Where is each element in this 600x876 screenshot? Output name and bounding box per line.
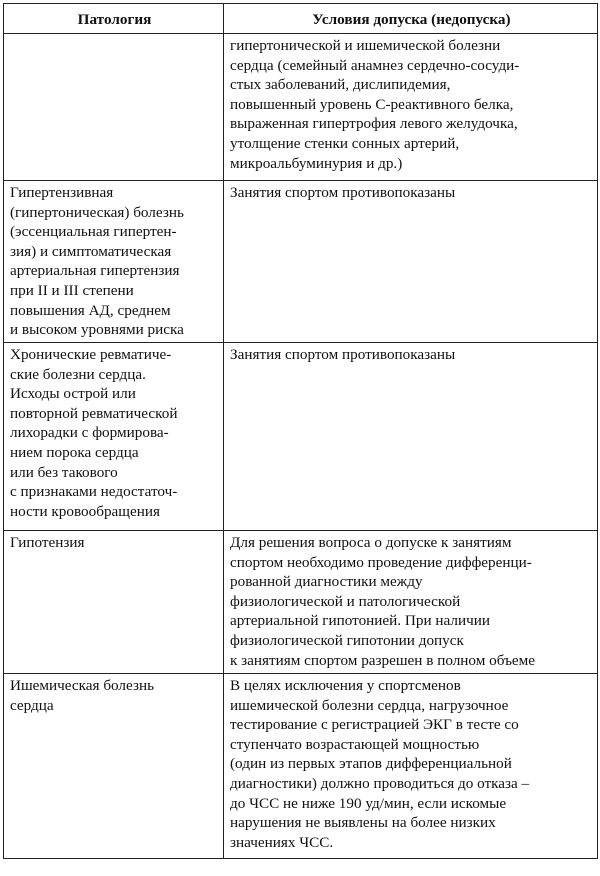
text-line: ступенчато возрастающей мощностью	[230, 735, 480, 753]
text-line: лихорадки с формирова-	[10, 424, 169, 442]
conditions-text	[230, 34, 593, 173]
text-line: артериальной гипотонией. При наличии	[230, 612, 490, 630]
text-line: зия) и симптоматическая	[10, 242, 172, 260]
pathology-cell	[4, 343, 224, 531]
text-line: ские болезни сердца.	[10, 365, 146, 383]
pathology-admission-table	[3, 3, 598, 859]
table-row	[4, 343, 598, 531]
conditions-cell	[224, 531, 598, 674]
text-line: с признаками недостаточ-	[10, 483, 178, 501]
table-row	[4, 674, 598, 859]
text-line: рованной диагностики между	[230, 573, 423, 591]
text-line: Для решения вопроса о допуске к занятиям	[230, 534, 512, 551]
pathology-cell	[4, 34, 224, 181]
text-line: Исходы острой или	[10, 385, 136, 403]
text-line: повышения АД, среднем	[10, 301, 171, 319]
conditions-cell	[224, 674, 598, 859]
text-line: нарушения не выявлены на более низких	[230, 814, 496, 832]
text-line: к занятиям спортом разрешен в полном объеме	[230, 651, 536, 669]
text-line: стых заболеваний, дислипидемия,	[230, 76, 451, 94]
text-line: Гипотензия	[10, 534, 85, 551]
text-line: спортом необходимо проведение дифференци-	[230, 553, 532, 571]
conditions-text	[230, 531, 593, 670]
pathology-text	[10, 181, 219, 340]
text-line: Ишемическая болезнь	[10, 677, 154, 694]
text-line: повышенный уровень С-реактивного белка,	[230, 95, 514, 113]
pathology-text	[10, 343, 219, 521]
text-line: (эссенциальная гипертен-	[10, 223, 177, 241]
text-line: при II и III степени	[10, 281, 134, 299]
text-line: микроальбуминурия и др.)	[230, 154, 403, 172]
text-line: В целях исключения у спортсменов	[230, 677, 461, 694]
table-header-row	[4, 4, 598, 34]
table-row	[4, 531, 598, 674]
conditions-text	[230, 674, 593, 852]
text-line: Занятия спортом противопоказаны	[230, 346, 456, 363]
text-line: артериальная гипертензия	[10, 262, 180, 280]
header-pathology: Патология	[4, 4, 224, 34]
pathology-text	[10, 531, 219, 553]
conditions-text	[230, 181, 593, 203]
table-row	[4, 181, 598, 343]
pathology-text	[10, 34, 219, 36]
text-line: физиологической гипотонии допуск	[230, 631, 464, 649]
pathology-text	[10, 674, 219, 715]
conditions-cell	[224, 343, 598, 531]
pathology-cell	[4, 674, 224, 859]
text-line: значениях ЧСС.	[230, 833, 334, 851]
text-line: сердца	[10, 696, 54, 714]
conditions-text	[230, 343, 593, 365]
text-line: гипертонической и ишемической болезни	[230, 37, 501, 54]
text-line: ишемической болезни сердца, нагрузочное	[230, 696, 509, 714]
text-line: повторной ревматической	[10, 404, 178, 422]
text-line: или без такового	[10, 463, 118, 481]
text-line: физиологической и патологической	[230, 592, 461, 610]
text-line: и высоком уровнями риска	[10, 321, 184, 339]
pathology-cell	[4, 181, 224, 343]
text-line: Гипертензивная	[10, 184, 114, 201]
text-line: диагностики) должно проводиться до отказа –	[230, 774, 530, 792]
conditions-cell	[224, 34, 598, 181]
text-line: выраженная гипертрофия левого желудочка,	[230, 115, 518, 133]
text-line: сердца (семейный анамнез сердечно-сосуди-	[230, 56, 520, 74]
text-line: Хронические ревматиче-	[10, 346, 172, 363]
header-conditions: Условия допуска (недопуска)	[224, 4, 598, 34]
text-line: ности кровообращения	[10, 502, 160, 520]
table-row	[4, 34, 598, 181]
text-line: (один из первых этапов дифференциальной	[230, 755, 512, 773]
text-line: до ЧСС не ниже 190 уд/мин, если искомые	[230, 794, 507, 812]
pathology-cell	[4, 531, 224, 674]
text-line: нием порока сердца	[10, 443, 139, 461]
text-line: утолщение стенки сонных артерий,	[230, 134, 460, 152]
text-line: Занятия спортом противопоказаны	[230, 184, 456, 201]
conditions-cell	[224, 181, 598, 343]
text-line: тестирование с регистрацией ЭКГ в тесте со	[230, 716, 519, 734]
text-line: (гипертоническая) болезнь	[10, 203, 184, 221]
